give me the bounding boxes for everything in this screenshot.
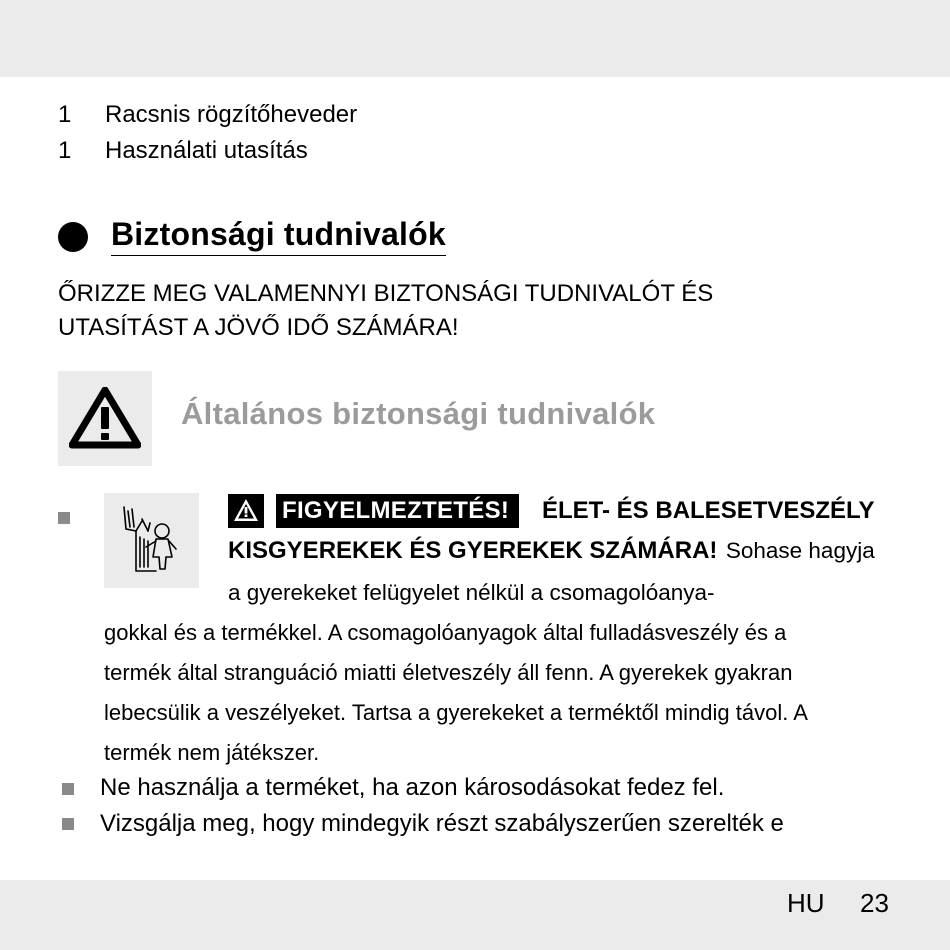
footer-page-number: 23 bbox=[860, 888, 889, 918]
warning-text-start: Sohase hagyja bbox=[725, 538, 875, 563]
warning-text-line: gokkal és a termékkel. A csomagolóanyagok által fulladásveszély és a bbox=[104, 620, 787, 645]
warning-title-part-2: KISGYEREKEK ÉS GYEREKEK SZÁMÁRA! bbox=[228, 537, 718, 564]
warning-text-line: a gyerekeket felügyelet nélkül a csomagolóanya- bbox=[228, 580, 715, 605]
warning-triangle-small-icon bbox=[232, 497, 260, 524]
general-safety-heading: Általános biztonsági tudnivalók bbox=[181, 396, 656, 431]
list-item-text: Racsnis rögzítőheveder bbox=[105, 101, 358, 128]
warning-box bbox=[58, 371, 152, 466]
bullet-text: Ne használja a terméket, ha azon károsodásokat fedez fel. bbox=[100, 774, 725, 801]
keep-notice-line-1: ŐRIZZE MEG VALAMENNYI BIZTONSÁGI TUDNIVALÓT ÉS bbox=[58, 280, 714, 307]
section-heading: Biztonsági tudnivalók bbox=[111, 216, 446, 256]
keep-notice-line-2: UTASÍTÁST A JÖVŐ IDŐ SZÁMÁRA! bbox=[58, 314, 459, 341]
list-item-qty: 1 bbox=[58, 137, 72, 164]
warning-line-2 bbox=[228, 537, 875, 565]
top-margin-band bbox=[0, 0, 950, 77]
warning-text-line: termék által stranguáció miatti életveszély áll fenn. A gyerekek gyakran bbox=[104, 660, 793, 685]
child-hazard-box bbox=[104, 493, 199, 588]
bullet-text: Vizsgálja meg, hogy mindegyik részt szabályszerűen szerelték e bbox=[100, 810, 784, 837]
footer-language: HU bbox=[787, 888, 825, 918]
bullet-square-icon bbox=[62, 818, 74, 830]
bullet-square-icon bbox=[58, 512, 70, 524]
list-item-text: Használati utasítás bbox=[105, 137, 308, 164]
warning-triangle-icon bbox=[69, 387, 141, 449]
warning-badge bbox=[228, 494, 264, 528]
warning-text-line: lebecsülik a veszélyeket. Tartsa a gyerekeket a terméktől mindig távol. A bbox=[104, 700, 808, 725]
warning-text-line: termék nem játékszer. bbox=[104, 740, 320, 765]
heading-bullet-icon bbox=[58, 222, 88, 252]
list-item-qty: 1 bbox=[58, 101, 72, 128]
warning-label: FIGYELMEZTETÉS! bbox=[276, 494, 519, 528]
warning-title-part-1: ÉLET- ÉS BALESETVESZÉLY bbox=[542, 497, 875, 524]
child-hazard-icon bbox=[112, 501, 191, 580]
bullet-square-icon bbox=[62, 783, 74, 795]
